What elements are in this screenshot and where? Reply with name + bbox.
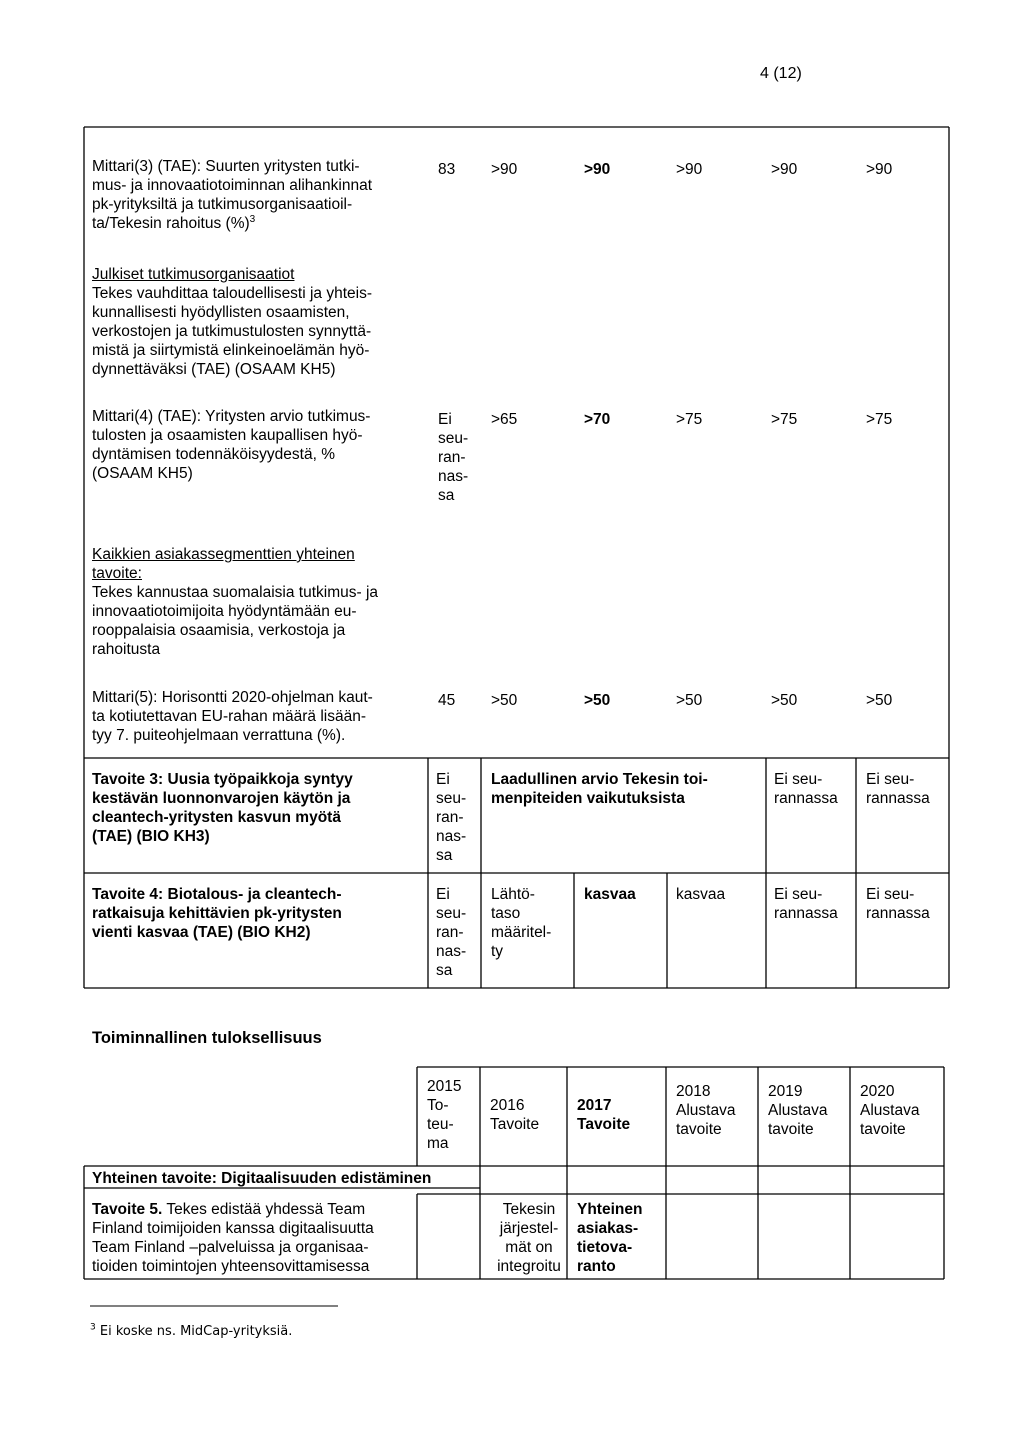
t3-value-2020: Ei seu- rannassa — [866, 771, 930, 807]
mittari-4-label: Mittari(4) (TAE): Yritysten arvio tutkimus- tulosten ja osaamisten kaupallisen hyö- dyntämisen todennäköisyydestä, % (OSAAM KH5) — [92, 408, 371, 482]
m5-value-2018: >50 — [676, 692, 703, 709]
footnote-marker: 3 — [90, 1322, 96, 1333]
tavoite-4-label: Tavoite 4: Biotalous- ja cleantech- ratkaisuja kehittävien pk-yritysten vienti kasvaa (TAE) (BIO KH2) — [92, 886, 342, 941]
header-2018: 2018 Alustava tavoite — [676, 1083, 736, 1138]
t4-value-2018: kasvaa — [676, 886, 726, 903]
m3-value-2016: >90 — [491, 161, 518, 178]
m4-value-2016: >65 — [491, 411, 518, 428]
t4-value-2019: Ei seu- rannassa — [774, 886, 838, 922]
m5-value-2019: >50 — [771, 692, 798, 709]
m4-value-2018: >75 — [676, 411, 703, 428]
julkiset-text: Tekes vauhdittaa taloudellisesti ja yhteis- kunnallisesti hyödyllisten osaamisten, verkostojen ja tutkimustulosten synnyttä- mistä ja siirtymistä elinkeinoelämän hyö- dynnettäväksi (TAE) (OSAAM KH5) — [92, 285, 373, 378]
kaikkien-heading: Kaikkien asiakassegmenttien yhteinen tavoite: — [92, 546, 355, 582]
tavoite-3-label: Tavoite 3: Uusia työpaikkoja syntyy kestävän luonnonvarojen käytön ja cleantech-yritysten kasvun myötä (TAE) (BIO KH3) — [92, 771, 353, 845]
m5-value-2015: 45 — [438, 692, 456, 709]
m4-value-2020: >75 — [866, 411, 893, 428]
t3-value-2015: Ei seu- ran- nas- sa — [436, 771, 467, 864]
m3-value-2020: >90 — [866, 161, 893, 178]
common-goal-label: Yhteinen tavoite: Digitaalisuuden edistäminen — [92, 1170, 432, 1187]
m4-value-2015: Ei seu- ran- nas- sa — [438, 411, 469, 504]
header-2017: 2017 Tavoite — [577, 1097, 631, 1133]
m3-value-2017: >90 — [584, 161, 611, 178]
tavoite-5-label: Tavoite 5. Tekes edistää yhdessä Team Finland toimijoiden kanssa digitaalisuutta Team Finland –palveluissa ja organisaa- tioiden toimintojen yhteensovittamisessa — [92, 1201, 374, 1275]
m3-value-2019: >90 — [771, 161, 798, 178]
m5-value-2017: >50 — [584, 692, 611, 709]
mittari-5-label: Mittari(5): Horisontti 2020-ohjelman kaut- ta kotiutettavan EU-rahan määrä lisään- tyy 7. puiteohjelmaan verrattuna (%). — [92, 689, 373, 744]
header-2020: 2020 Alustava tavoite — [860, 1083, 920, 1138]
t4-value-2015: Ei seu- ran- nas- sa — [436, 886, 467, 979]
header-2019: 2019 Alustava tavoite — [768, 1083, 828, 1138]
m4-value-2019: >75 — [771, 411, 798, 428]
t3-qualitative-assessment: Laadullinen arvio Tekesin toi- menpiteiden vaikutuksista — [491, 771, 708, 807]
t3-value-2019: Ei seu- rannassa — [774, 771, 838, 807]
t4-value-2017: kasvaa — [584, 886, 636, 903]
t5-value-2017: Yhteinen asiakas- tietova- ranto — [577, 1201, 643, 1275]
t4-value-2020: Ei seu- rannassa — [866, 886, 930, 922]
m3-value-2018: >90 — [676, 161, 703, 178]
section-heading: Toiminnallinen tuloksellisuus — [92, 1029, 322, 1047]
m5-value-2016: >50 — [491, 692, 518, 709]
tavoite-5-number: Tavoite 5. — [92, 1201, 163, 1218]
kaikkien-text: Tekes kannustaa suomalaisia tutkimus- ja innovaatiotoimijoita hyödyntämään eu- rooppalaisia osaamisia, verkostoja ja rahoitusta — [92, 584, 379, 658]
t5-value-2016: Tekesin järjestel- mät on integroitu — [497, 1201, 561, 1275]
mittari-3-label: Mittari(3) (TAE): Suurten yritysten tutki- mus- ja innovaatiotoiminnan alihankinnat pk-yrityksiltä ja tutkimusorganisaatioil- ta/Tekesin rahoitus (%)$^3$ — [92, 158, 373, 232]
m4-value-2017: >70 — [584, 411, 611, 428]
footnote: $^3$ Ei koske ns. MidCap-yrityksiä. — [90, 1322, 293, 1339]
page-number: 4 (12) — [760, 65, 802, 82]
header-2015: 2015 To- teu- ma — [427, 1078, 462, 1152]
m3-value-2015: 83 — [438, 161, 456, 178]
footnote-ref-3: 3 — [249, 213, 256, 225]
julkiset-heading: Julkiset tutkimusorganisaatiot — [92, 266, 295, 283]
header-2016: 2016 Tavoite — [490, 1097, 540, 1133]
m5-value-2020: >50 — [866, 692, 893, 709]
t4-value-2016: Lähtö- taso määritel- ty — [491, 886, 552, 960]
